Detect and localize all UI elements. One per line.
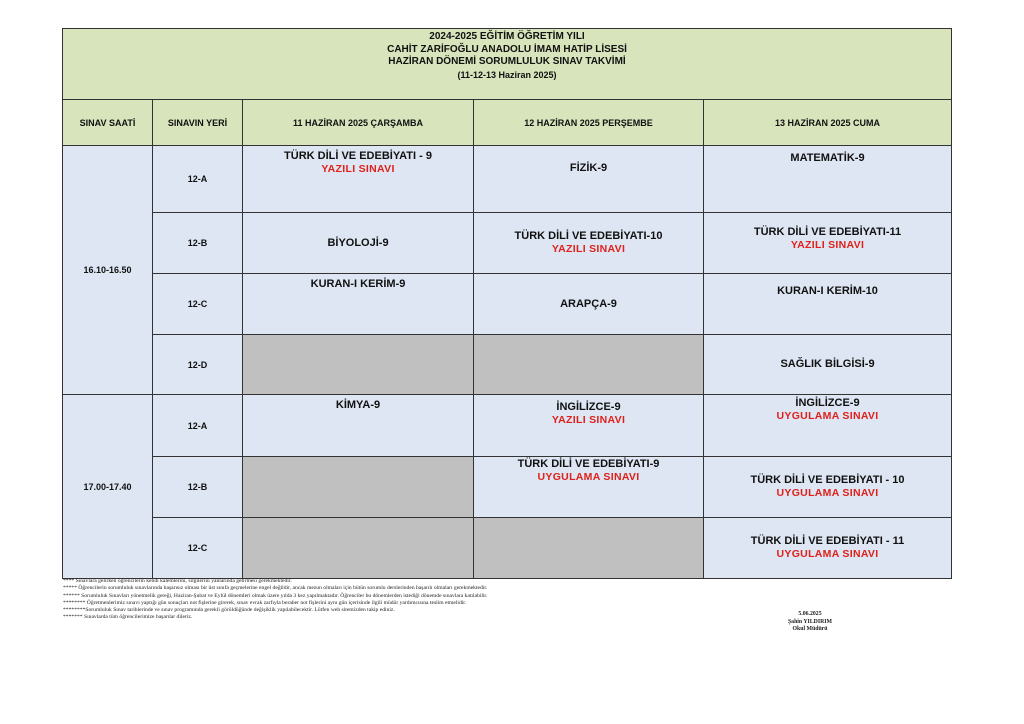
footnote: ******** Öğretmenlerimiz sınavı yaptığı gün sonuçları not fişlerine girerek, sınav evrak zarfıyla beraber not fişlerini aynı gün içerisinde ilgili müdür yardımcısına teslim etmelidir. xyxy=(63,599,467,606)
footnote: ******* Sınavlarda tüm öğrencilerimize başarılar dileriz. xyxy=(63,614,193,621)
exam-subject: TÜRK DİLİ VE EDEBİYATI - 9 xyxy=(284,150,432,162)
room-cell: 12-B xyxy=(152,212,243,274)
exam-subject: İNGİLİZCE-9 xyxy=(795,397,860,409)
room-cell: 12-A xyxy=(152,145,243,213)
empty-slot xyxy=(473,334,704,395)
exam-subject: BİYOLOJİ-9 xyxy=(327,236,389,249)
school-year: 2024-2025 EĞİTİM ÖĞRETİM YILI xyxy=(429,31,585,42)
empty-slot xyxy=(242,517,474,579)
exam-subject: TÜRK DİLİ VE EDEBİYATI-11 xyxy=(753,226,902,238)
column-header-room: SINAVIN YERİ xyxy=(152,99,243,146)
exam-subject: TÜRK DİLİ VE EDEBİYATI-9 xyxy=(517,458,660,470)
exam-slot xyxy=(473,212,704,274)
exam-slot xyxy=(473,273,704,335)
exam-subject: TÜRK DİLİ VE EDEBİYATI - 11 xyxy=(750,535,905,547)
exam-type: UYGULAMA SINAVI xyxy=(537,471,640,483)
exam-subject: MATEMATİK-9 xyxy=(790,152,865,164)
exam-type: YAZILI SINAVI xyxy=(321,163,395,175)
exam-slot xyxy=(473,394,704,457)
exam-slot xyxy=(242,394,474,457)
column-header-day2: 12 HAZİRAN 2025 PERŞEMBE xyxy=(473,99,704,146)
signature-title: Okul Müdürü xyxy=(792,626,828,632)
signature-date: 5.06.2025 xyxy=(798,611,822,617)
exam-subject: SAĞLIK BİLGİSİ-9 xyxy=(780,358,875,370)
exam-subject: TÜRK DİLİ VE EDEBİYATI-10 xyxy=(514,230,663,242)
exam-slot xyxy=(242,273,474,335)
empty-slot xyxy=(242,456,474,518)
exam-subject: KURAN-I KERİM-10 xyxy=(777,285,878,297)
exam-subject: KİMYA-9 xyxy=(335,399,381,411)
room-cell: 12-C xyxy=(152,517,243,579)
room-cell: 12-A xyxy=(152,394,243,457)
exam-type: UYGULAMA SINAVI xyxy=(776,410,879,422)
document-header xyxy=(62,28,952,100)
column-header-day3: 13 HAZİRAN 2025 CUMA xyxy=(703,99,952,146)
exam-subject: TÜRK DİLİ VE EDEBİYATI - 10 xyxy=(750,474,905,486)
exam-slot xyxy=(242,212,474,274)
exam-slot xyxy=(703,145,952,213)
exam-type: YAZILI SINAVI xyxy=(790,239,865,251)
exam-type: UYGULAMA SINAVI xyxy=(776,548,879,560)
exam-type: YAZILI SINAVI xyxy=(551,243,626,255)
exam-slot xyxy=(703,517,952,579)
schedule-title: HAZİRAN DÖNEMİ SORUMLULUK SINAV TAKVİMİ xyxy=(388,56,626,67)
empty-slot xyxy=(473,517,704,579)
session-time-2: 17.00-17.40 xyxy=(62,394,153,579)
signature-name: Şahin YILDIRIM xyxy=(787,618,833,625)
room-cell: 12-B xyxy=(152,456,243,518)
schedule-dates: (11-12-13 Haziran 2025) xyxy=(457,69,557,80)
exam-subject: İNGİLİZCE-9 xyxy=(556,401,621,413)
room-cell: 12-C xyxy=(152,273,243,335)
footnotes xyxy=(63,578,623,622)
exam-subject: FİZİK-9 xyxy=(569,162,608,174)
exam-slot xyxy=(703,212,952,274)
exam-slot xyxy=(703,334,952,395)
session-time-1: 16.10-16.50 xyxy=(62,145,153,395)
school-name: CAHİT ZARİFOĞLU ANADOLU İMAM HATİP LİSESİ xyxy=(387,43,627,55)
exam-type: YAZILI SINAVI xyxy=(551,414,626,426)
column-header-day1: 11 HAZİRAN 2025 ÇARŞAMBA xyxy=(242,99,474,146)
exam-subject: ARAPÇA-9 xyxy=(560,297,617,310)
signature-block xyxy=(770,611,850,634)
footnote: **** Sınavlara gelirken öğrencilerin kendi kalemlerini, silgilerini yanlarında getirmesi gerekmektedir. xyxy=(63,578,292,584)
footnote: ****** Sorumluluk Sınavları yönetmelik gereği, Haziran-Şubat ve Eylül dönemleri olmak üzere yılda 3 kez yapılmaktadır. Öğrenciler bu dönemlerden istediği dönemde sınavlara katılabilir. xyxy=(63,592,488,599)
exam-type: UYGULAMA SINAVI xyxy=(776,487,879,499)
exam-slot xyxy=(703,273,952,335)
exam-slot xyxy=(703,456,952,518)
footnote: ********Sorumluluk Sınav tarihlerinde ve sınav programında gerekli görüldüğünde değişiklik yapılabilecektir. Lütfen web sitemizden takip ediniz. xyxy=(63,607,395,614)
exam-slot xyxy=(473,456,704,518)
column-header-time: SINAV SAATİ xyxy=(62,99,153,146)
empty-slot xyxy=(242,334,474,395)
exam-slot xyxy=(242,145,474,213)
room-cell: 12-D xyxy=(152,334,243,395)
exam-slot xyxy=(473,145,704,213)
exam-slot xyxy=(703,394,952,457)
footnote: ***** Öğrencilerin sorumluluk sınavlarında başarısız olması bir üst sınıfa geçmelerine engel değildir, ancak mezun olmaları için bütün sorumlu derslerinden başarılı olmaları gerekmektedir. xyxy=(63,585,488,592)
exam-subject: KURAN-I KERİM-9 xyxy=(310,278,406,290)
